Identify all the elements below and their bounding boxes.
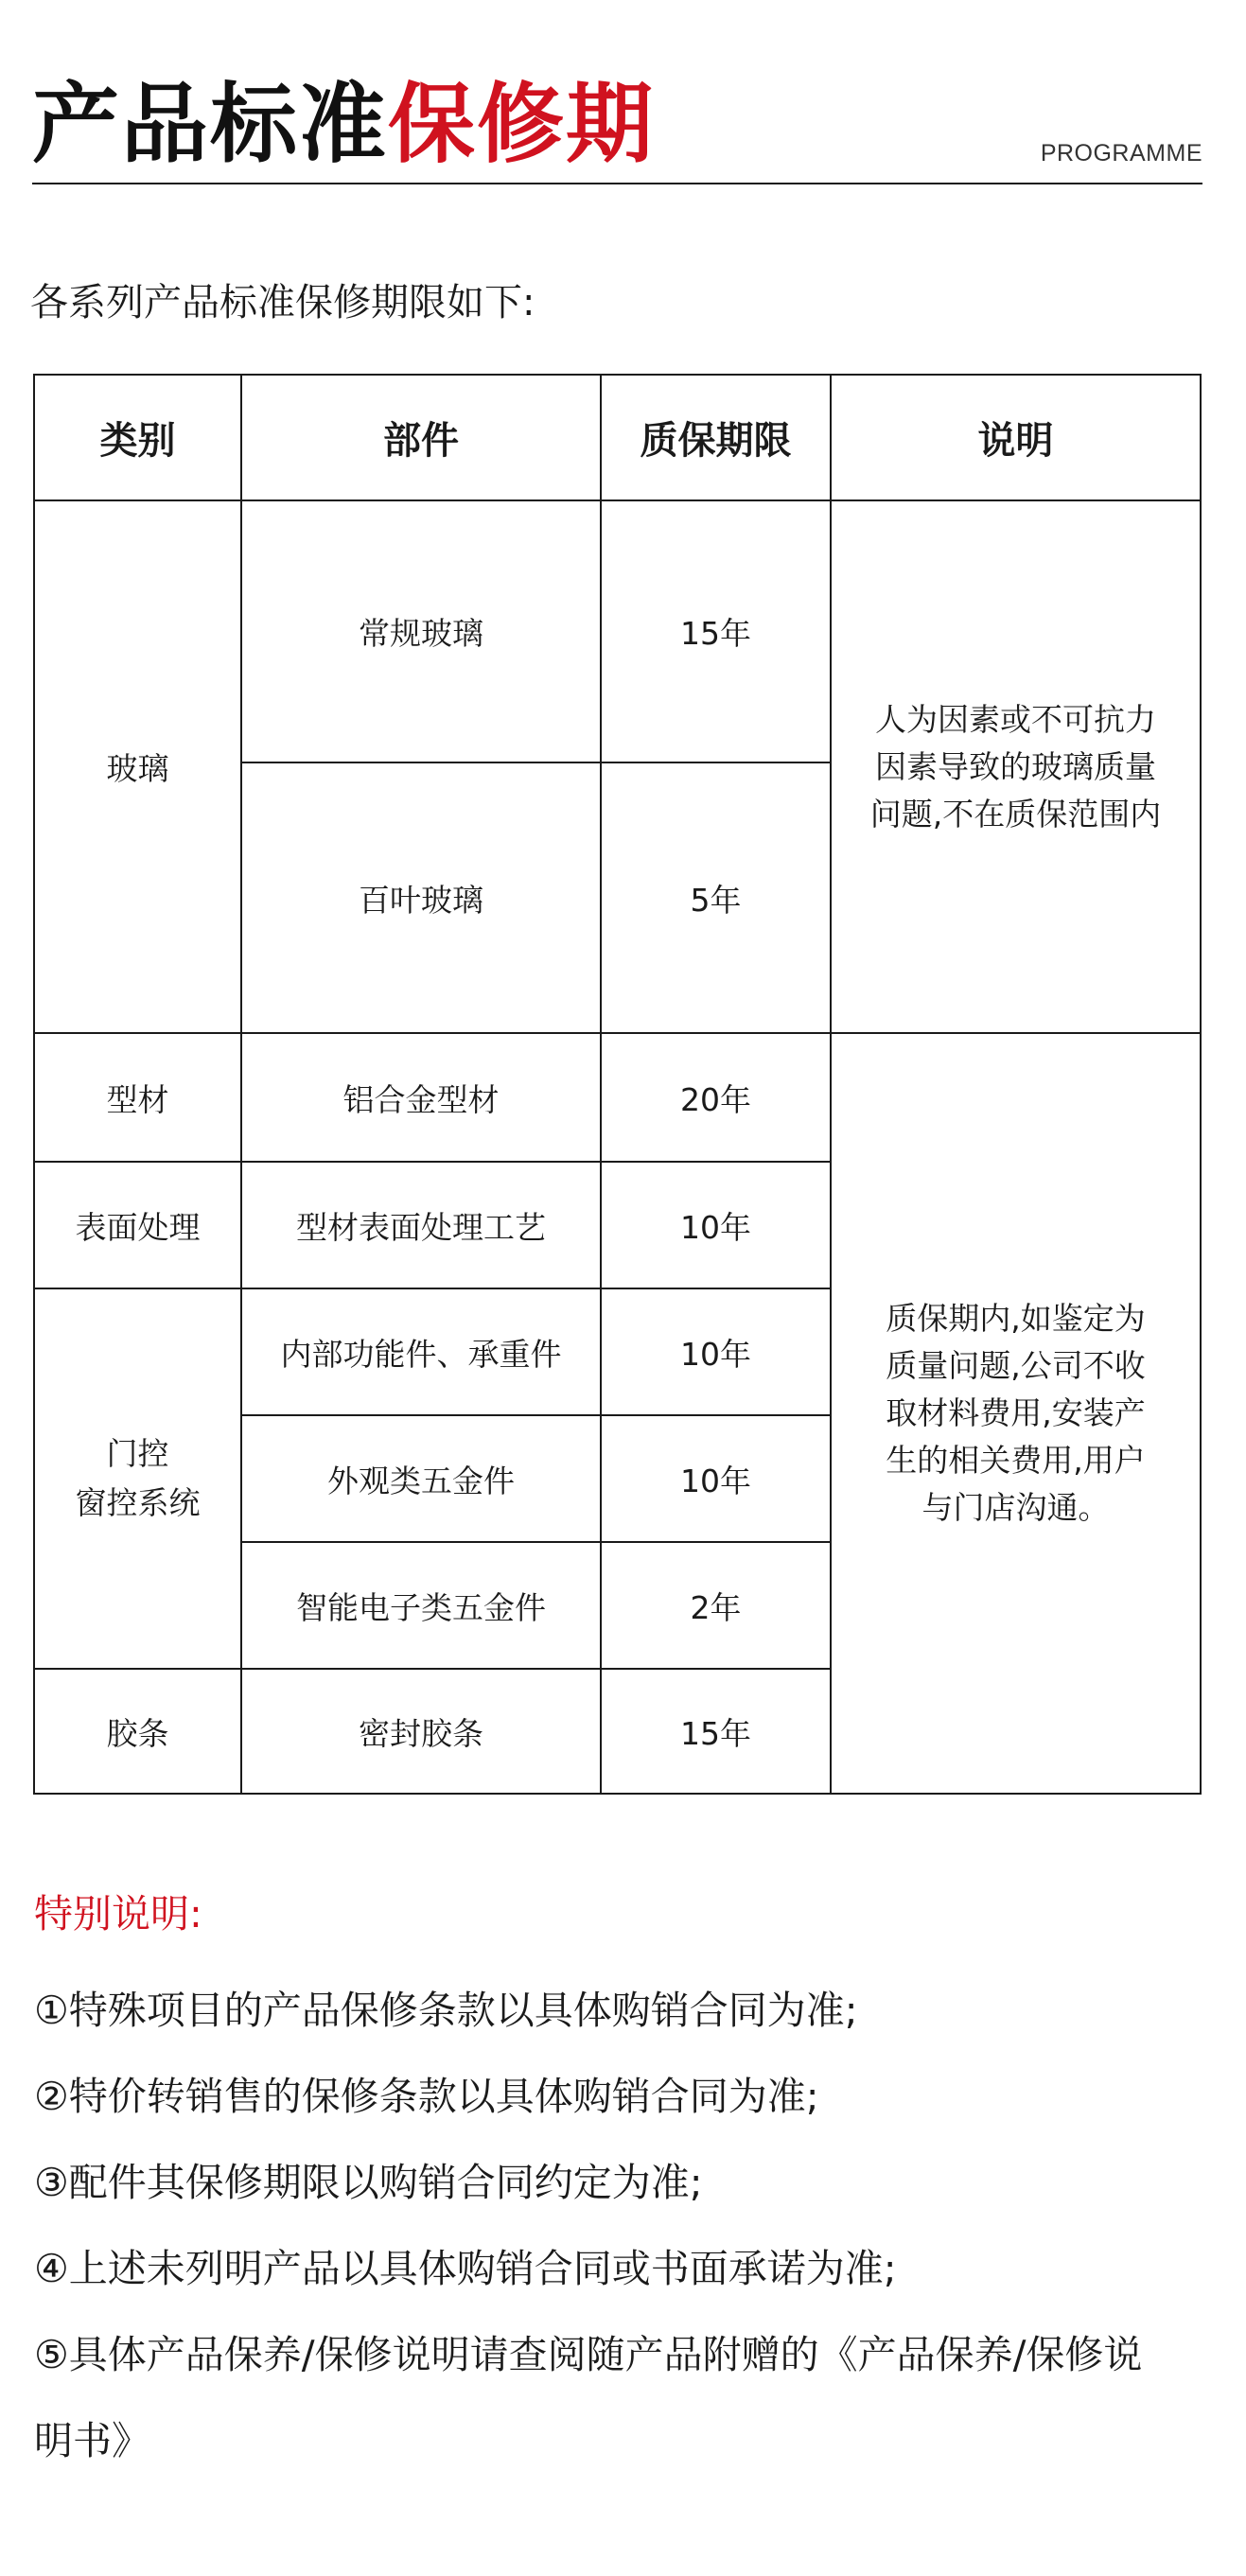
part-cell: 智能电子类五金件: [241, 1542, 601, 1669]
note-line: 与门店沟通。: [921, 1489, 1110, 1526]
category-cell: 胶条: [34, 1669, 241, 1794]
part-cell: 铝合金型材: [241, 1033, 601, 1162]
note-line: 生的相关费用,用户: [886, 1442, 1146, 1479]
period-cell: 15年: [601, 500, 831, 762]
list-item: 明书》: [34, 2418, 150, 2463]
category-line: 门控: [106, 1435, 169, 1472]
part-cell: 外观类五金件: [241, 1415, 601, 1542]
part-cell: 常规玻璃: [241, 500, 601, 762]
page-title-red: 保修期: [388, 74, 656, 175]
note-line: 取材料费用,安装产: [886, 1394, 1146, 1431]
note-line: 问题,不在质保范围内: [869, 795, 1162, 832]
note-cell-glass: [831, 500, 1201, 1033]
category-cell: [34, 1288, 241, 1669]
category-line: 窗控系统: [75, 1484, 201, 1521]
period-cell: 20年: [601, 1033, 831, 1162]
page-title: [32, 74, 656, 175]
header-note: 说明: [831, 375, 1201, 500]
part-cell: 密封胶条: [241, 1669, 601, 1794]
table-row: [34, 1033, 1201, 1162]
period-cell: 10年: [601, 1162, 831, 1288]
special-notes-list: [34, 1968, 1198, 2484]
title-divider: [32, 183, 1202, 184]
period-cell: 2年: [601, 1542, 831, 1669]
note-line: 质量问题,公司不收: [886, 1347, 1146, 1384]
header-part: 部件: [241, 375, 601, 500]
warranty-table: [33, 374, 1202, 1795]
intro-text: 各系列产品标准保修期限如下:: [30, 281, 535, 324]
category-cell: 表面处理: [34, 1162, 241, 1288]
table-header-row: [34, 375, 1201, 500]
period-cell: 15年: [601, 1669, 831, 1794]
page-title-black: 产品标准: [32, 74, 389, 175]
list-item: ④上述未列明产品以具体购销合同或书面承诺为准;: [34, 2246, 897, 2291]
list-item: ①特殊项目的产品保修条款以具体购销合同为准;: [34, 1988, 858, 2033]
part-cell: 型材表面处理工艺: [241, 1162, 601, 1288]
note-cell-others: [831, 1033, 1201, 1794]
note-line: 因素导致的玻璃质量: [875, 747, 1156, 785]
table-row: [34, 500, 1201, 762]
category-cell: 玻璃: [34, 500, 241, 1033]
list-item: ③配件其保修期限以购销合同约定为准;: [34, 2160, 703, 2205]
list-item: ⑤具体产品保养/保修说明请查阅随产品附赠的《产品保养/保修说: [34, 2332, 1143, 2377]
part-cell: 内部功能件、承重件: [241, 1288, 601, 1415]
part-cell: 百叶玻璃: [241, 762, 601, 1033]
period-cell: 5年: [601, 762, 831, 1033]
page-subtitle: PROGRAMME: [1040, 140, 1202, 166]
header-category: 类别: [34, 375, 241, 500]
special-notes-title: 特别说明:: [34, 1891, 202, 1936]
header-period: 质保期限: [601, 375, 831, 500]
note-line: 人为因素或不可抗力: [875, 700, 1156, 738]
category-cell: 型材: [34, 1033, 241, 1162]
period-cell: 10年: [601, 1415, 831, 1542]
list-item: ②特价转销售的保修条款以具体购销合同为准;: [34, 2074, 819, 2119]
note-line: 质保期内,如鉴定为: [886, 1300, 1146, 1337]
period-cell: 10年: [601, 1288, 831, 1415]
